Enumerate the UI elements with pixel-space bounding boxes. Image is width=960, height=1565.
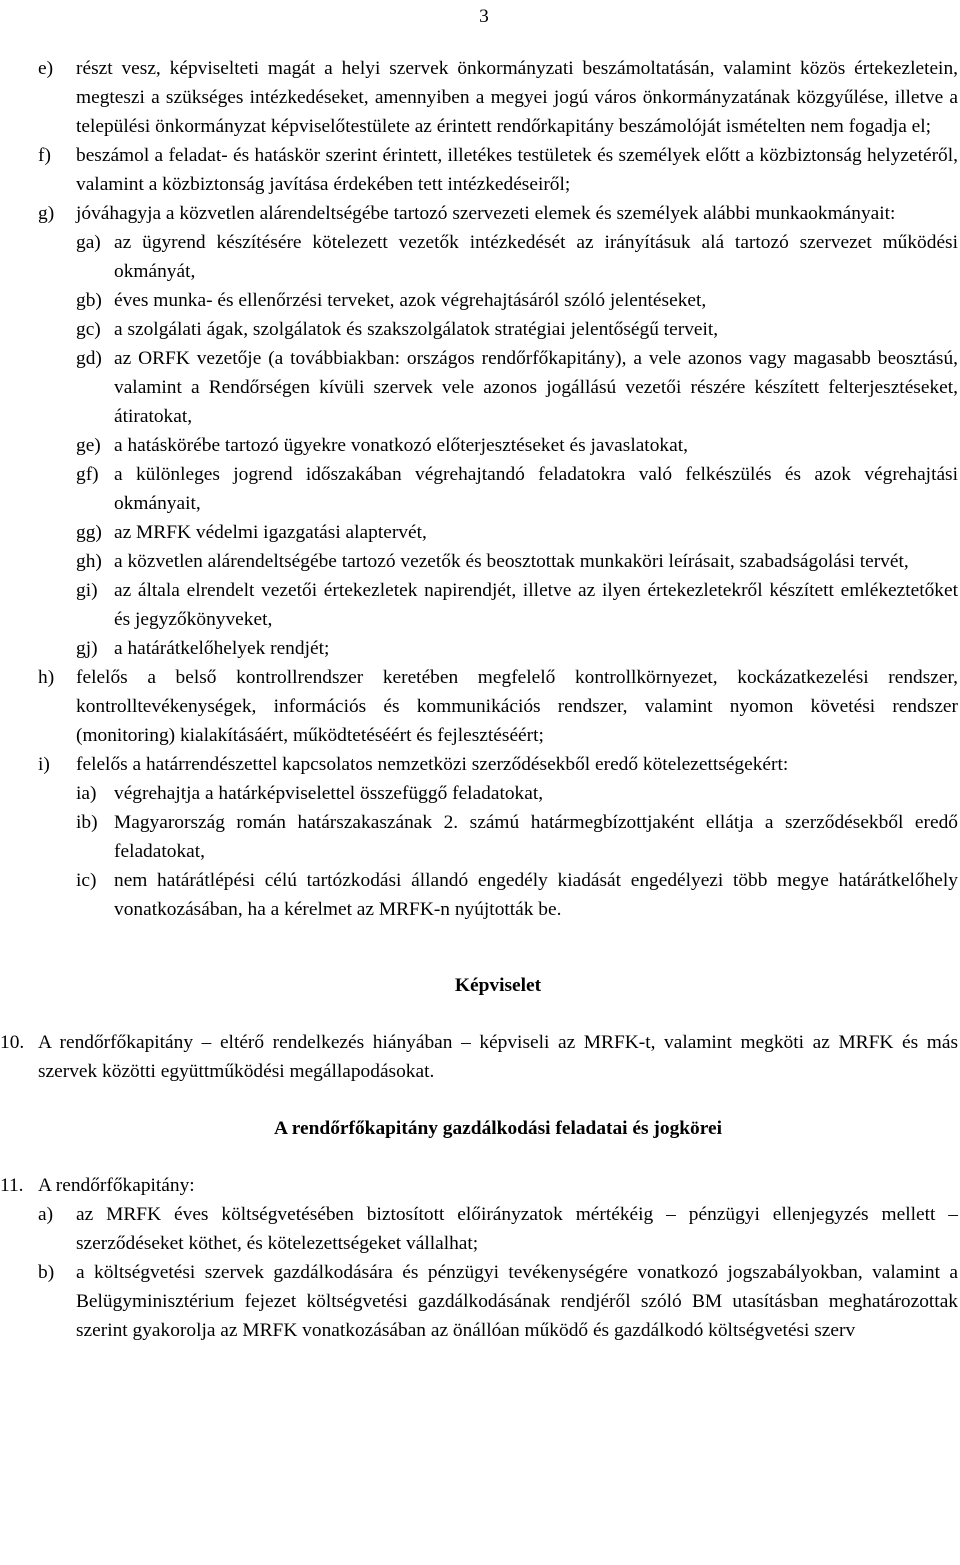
sub-item-ia [38, 779, 958, 808]
page-number: 3 [479, 6, 489, 27]
section-heading-kepviselet: Képviselet [454, 975, 542, 996]
list-item-e [38, 54, 958, 141]
sub-item-label: ib) [76, 812, 98, 833]
sub-item-label: gg) [76, 522, 102, 543]
item-text: felelős a belső kontrollrendszer keretében megfelelő kontrollkörnyezet, kockázatkezelési rendszer, kontrolltevékenységek, információs és kommunikációs rendszer, valamint nyomon követési rendszer (monitoring) kialakításáért, működtetéséért és fejlesztéséért; [76, 667, 958, 746]
sub-item-text: Magyarország román határszakaszának 2. számú határmegbízottjaként ellátja a szerződésekből eredő feladatokat, [114, 812, 958, 862]
sub-item-label: gd) [76, 348, 102, 369]
sub-item-ga [38, 228, 958, 286]
item-text: jóváhagyja a közvetlen alárendeltségébe tartozó szervezeti elemek és személyek alábbi munkaokmányait: [76, 203, 896, 224]
item-label: e) [38, 58, 54, 79]
sub-item-text: a különleges jogrend időszakában végrehajtandó feladatokra való felkészülés és azok végrehajtási okmányait, [114, 464, 958, 514]
sub-item-text: a szolgálati ágak, szolgálatok és szakszolgálatok stratégiai jelentőségű terveit, [114, 319, 719, 340]
sub-item-label: gi) [76, 580, 98, 601]
sub-item-text: a határátkelőhelyek rendjét; [114, 638, 330, 659]
sub-item-gd [38, 344, 958, 431]
item-label: g) [38, 203, 55, 224]
list-item-11a [38, 1200, 958, 1258]
sub-item-gj [38, 634, 958, 663]
numbered-section-10 [0, 1028, 958, 1086]
sub-item-ge [38, 431, 958, 460]
section-text: A rendőrfőkapitány – eltérő rendelkezés hiányában – képviseli az MRFK-t, valamint megköti az MRFK és más szervek közötti együttműködési megállapodásokat. [38, 1032, 958, 1082]
item-label: a) [38, 1204, 54, 1225]
sub-item-label: ia) [76, 783, 97, 804]
sub-item-text: az ORFK vezetője (a továbbiakban: országos rendőrfőkapitány), a vele azonos vagy magasabb beosztású, valamint a Rendőrségen kívüli szervek vele azonos jogállású vezetői részére készített felterjesztéseket, átiratokat, [114, 348, 958, 427]
list-item-f [38, 141, 958, 199]
sub-item-text: a hatáskörébe tartozó ügyekre vonatkozó előterjesztéseket és javaslatokat, [114, 435, 688, 456]
sub-item-label: gc) [76, 319, 101, 340]
section-number: 11. [0, 1175, 24, 1196]
sub-item-text: az ügyrend készítésére kötelezett vezetők intézkedését az irányításuk alá tartozó szervezet működési okmányát, [114, 232, 958, 282]
item-text: az MRFK éves költségvetésében biztosított előirányzatok mértékéig – pénzügyi ellenjegyzés mellett – szerződéseket köthet, és kötelezettségeket vállalhat; [76, 1204, 958, 1254]
sub-item-gh [38, 547, 958, 576]
sub-item-text: az általa elrendelt vezetői értekezletek napirendjét, illetve az ilyen értekezletekről készített emlékeztetőket és jegyzőkönyveket, [114, 580, 958, 630]
document-body [0, 54, 958, 1345]
item-label: f) [38, 145, 51, 166]
sub-item-label: ge) [76, 435, 101, 456]
item-label: b) [38, 1262, 55, 1283]
sub-item-gg [38, 518, 958, 547]
list-item-i [38, 750, 958, 779]
item-text: beszámol a feladat- és hatáskör szerint érintett, illetékes testületek és személyek előtt a közbiztonság helyzetéről, valamint a közbiztonság javítása érdekében tett intézkedéseiről; [76, 145, 958, 195]
list-item-11b [38, 1258, 958, 1345]
sub-item-text: éves munka- és ellenőrzési terveket, azok végrehajtásáról szóló jelentéseket, [114, 290, 707, 311]
list-item-h [38, 663, 958, 750]
item-text: felelős a határrendészettel kapcsolatos nemzetközi szerződésekből eredő kötelezettségekért: [76, 754, 789, 775]
sub-item-gi [38, 576, 958, 634]
sub-item-label: gf) [76, 464, 99, 485]
sub-item-ic [38, 866, 958, 924]
sub-item-gf [38, 460, 958, 518]
item-text: részt vesz, képviselteti magát a helyi szervek önkormányzati beszámoltatásán, valamint közös értekezletein, megteszi a szükséges intézkedéseket, amennyiben a megyei jogú város önkormányzatának közgyűlése, illetve a települési önkormányzat képviselőtestülete az érintett rendőrkapitány beszámolóját ismételten nem fogadja el; [76, 58, 958, 137]
sub-item-label: ga) [76, 232, 101, 253]
sub-item-gc [38, 315, 958, 344]
section-heading-gazdalkodas: A rendőrfőkapitány gazdálkodási feladatai és jogkörei [274, 1118, 722, 1139]
sub-item-text: nem határátlépési célú tartózkodási állandó engedély kiadását engedélyezi több megye határátkelőhely vonatkozásában, ha a kérelmet az MRFK-n nyújtották be. [114, 870, 958, 920]
numbered-section-11 [0, 1171, 958, 1200]
sub-item-label: gj) [76, 638, 98, 659]
sub-item-text: a közvetlen alárendeltségébe tartozó vezetők és beosztottak munkaköri leírásait, szabadságolási tervét, [114, 551, 909, 572]
section-number: 10. [0, 1032, 25, 1053]
item-text: a költségvetési szervek gazdálkodására és pénzügyi tevékenységére vonatkozó jogszabályokban, valamint a Belügyminisztérium fejezet költségvetési gazdálkodásának rendjéről szóló BM utasításban meghatározottak szerint gyakorolja az MRFK vonatkozásában az önállóan működő és gazdálkodó költségvetési szerv [76, 1262, 958, 1341]
sub-item-label: gh) [76, 551, 102, 572]
sub-item-text: végrehajtja a határképviselettel összefüggő feladatokat, [114, 783, 544, 804]
item-label: i) [38, 754, 50, 775]
sub-item-gb [38, 286, 958, 315]
sub-item-label: gb) [76, 290, 102, 311]
section-text: A rendőrfőkapitány: [38, 1175, 195, 1196]
sub-item-label: ic) [76, 870, 97, 891]
sub-item-text: az MRFK védelmi igazgatási alaptervét, [114, 522, 427, 543]
list-item-g [38, 199, 958, 228]
sub-item-ib [38, 808, 958, 866]
item-label: h) [38, 667, 55, 688]
